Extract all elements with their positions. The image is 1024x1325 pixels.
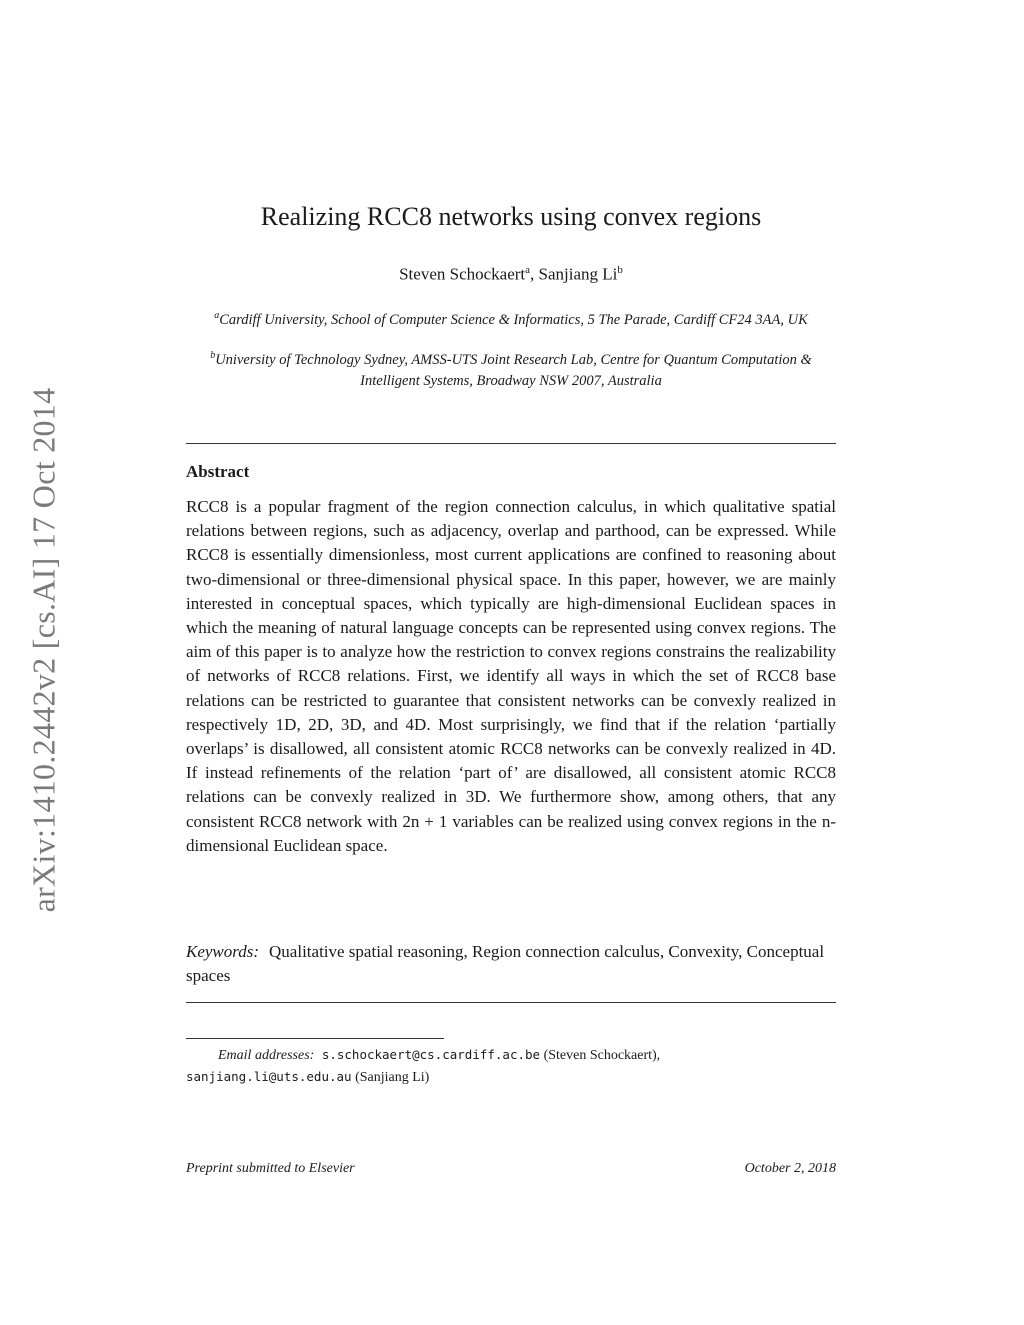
footnote-label: Email addresses: [218,1048,315,1063]
affiliation-b [186,345,836,392]
keywords-text: Qualitative spatial reasoning, Region connection calculus, Convexity, Conceptual spaces [186,942,825,985]
affiliation-a [186,305,836,331]
email-footnote [186,1044,836,1088]
affiliation-mark: b [210,350,216,361]
affiliation-text: Cardiff University, School of Computer Science & Informatics, 5 The Parade, Cardiff CF24 3AA, UK [219,311,808,328]
preprint-note: Preprint submitted to Elsevier [186,1161,355,1176]
email-owner: (Steven Schockaert), [543,1048,661,1063]
arxiv-identifier: arXiv:1410.2442v2 [cs.AI] 17 Oct 2014 [25,387,62,913]
affiliation-text: University of Technology Sydney, AMSS-UTS Joint Research Lab, Centre for Quantum Computation & Intelligent Systems, Broadway NSW 2007, Australia [215,351,812,389]
affiliation-mark: a [214,310,220,321]
author-affiliation-mark: b [617,264,623,276]
abstract-heading: Abstract [186,462,250,481]
abstract-bottom-rule [186,1002,836,1003]
preprint-date: October 2, 2018 [744,1161,836,1176]
email-link[interactable]: s.schockaert@cs.cardiff.ac.be [321,1047,541,1062]
author-separator: , [530,264,539,284]
email-link[interactable]: sanjiang.li@uts.edu.au [186,1069,352,1084]
keywords [186,940,836,988]
author-name: Sanjiang Li [538,264,618,284]
footnote-rule [186,1038,444,1039]
author-list [186,264,836,285]
email-owner: (Sanjiang Li) [355,1070,430,1085]
keywords-label: Keywords: [186,942,260,961]
abstract-body: RCC8 is a popular fragment of the region connection calculus, in which qualitative spatial relations between regions, such as adjacency, overlap and parthood, can be expressed. While RCC8 is essentially dimensionless, most current applications are confined to reasoning about two-dimensional or three-dimensional physical space. In this paper, however, we are mainly interested in conceptual spaces, which typically are high-dimensional Euclidean spaces in which the meaning of natural language concepts can be represented using convex regions. The aim of this paper is to analyze how the restriction to convex regions constrains the realizability of networks of RCC8 relations. First, we identify all ways in which the set of RCC8 base relations can be restricted to guarantee that consistent networks can be convexly realized in respectively 1D, 2D, 3D, and 4D. Most surprisingly, we find that if the relation ‘partially overlaps’ is disallowed, all consistent atomic RCC8 networks can be convexly realized in 4D. If instead refinements of the relation ‘part of’ are disallowed, all consistent atomic RCC8 relations can be convexly realized in 3D. We furthermore show, among others, that any consistent RCC8 network with 2n + 1 variables can be realized using convex regions in the n-dimensional Euclidean space. [186,497,836,855]
paper-title: Realizing RCC8 networks using convex regions [260,202,762,231]
author-name: Steven Schockaert [399,264,526,284]
abstract-top-rule [186,443,836,444]
author-affiliation-mark: a [525,264,531,276]
